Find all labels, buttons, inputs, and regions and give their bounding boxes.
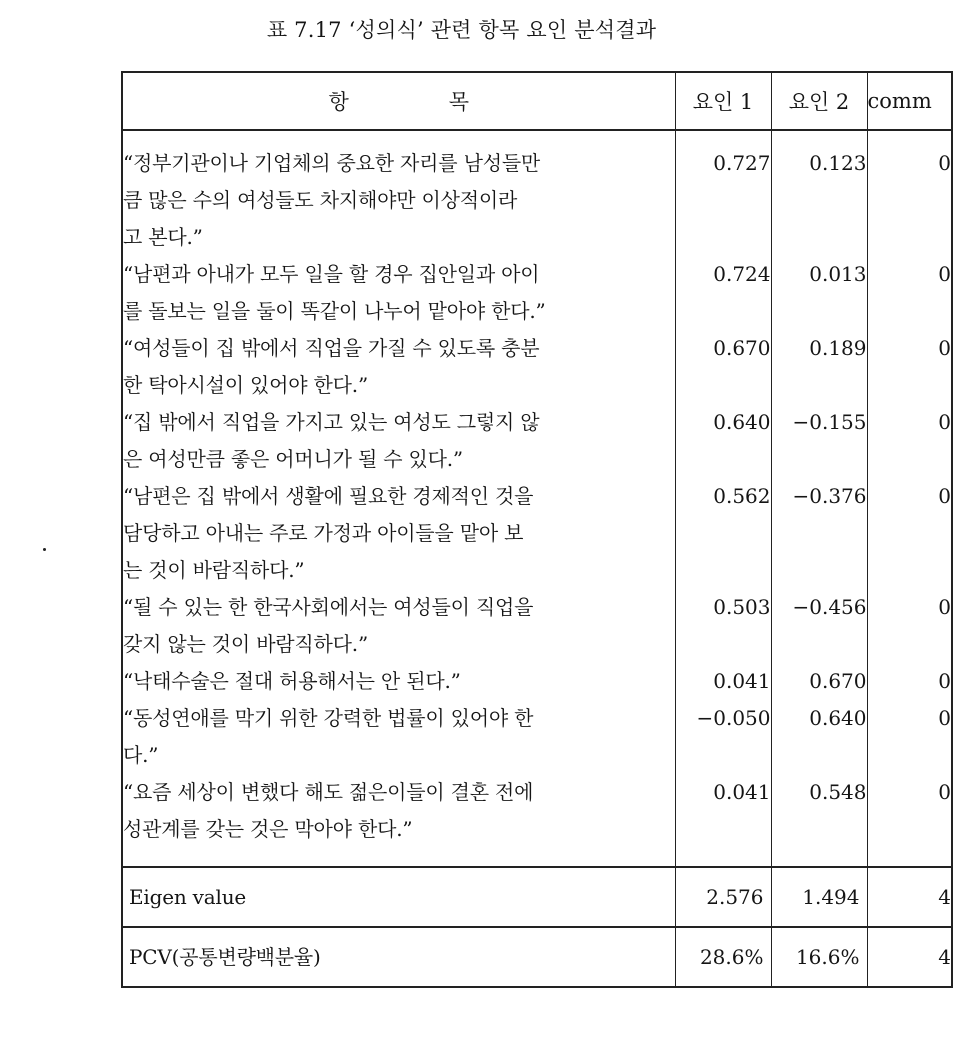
- communality-value: 0: [867, 774, 952, 867]
- factor1-loading: 0.640: [675, 404, 771, 478]
- item-text: “동성연애를 막기 위한 강력한 법률이 있어야 한 다.”: [122, 700, 675, 774]
- item-text: “남편은 집 밖에서 생활에 필요한 경제적인 것을 담당하고 아내는 주로 가정과 아이들을 맡아 보 는 것이 바람직하다.”: [122, 478, 675, 589]
- item-text: “남편과 아내가 모두 일을 할 경우 집안일과 아이 를 돌보는 일을 둘이 똑같이 나누어 맡아야 한다.”: [122, 256, 675, 330]
- column-header-item: [122, 72, 675, 130]
- factor2-loading: 0.123: [771, 130, 867, 256]
- factor2-loading: −0.456: [771, 589, 867, 663]
- item-text: “여성들이 집 밖에서 직업을 가질 수 있도록 충분 한 탁아시설이 있어야 한다.”: [122, 330, 675, 404]
- eigen-value-label: Eigen value: [122, 867, 675, 927]
- factor1-loading: 0.041: [675, 774, 771, 867]
- pcv-communality: 4: [867, 927, 952, 987]
- factor1-loading: 0.724: [675, 256, 771, 330]
- factor2-loading: 0.670: [771, 663, 867, 700]
- factor2-loading: −0.155: [771, 404, 867, 478]
- eigen-value-factor1: 2.576: [675, 867, 771, 927]
- factor2-loading: 0.013: [771, 256, 867, 330]
- table-row: [122, 589, 952, 663]
- factor1-loading: 0.041: [675, 663, 771, 700]
- communality-value: 0: [867, 256, 952, 330]
- factor2-loading: −0.376: [771, 478, 867, 589]
- communality-value: 0: [867, 404, 952, 478]
- table-row: [122, 330, 952, 404]
- eigen-value-factor2: 1.494: [771, 867, 867, 927]
- factor1-loading: 0.670: [675, 330, 771, 404]
- pcv-row: [122, 927, 952, 987]
- column-header-factor2: 요인 2: [771, 72, 867, 130]
- table-row: [122, 663, 952, 700]
- column-header-communality: comm: [867, 72, 952, 130]
- communality-value: 0: [867, 700, 952, 774]
- item-text: “낙태수술은 절대 허용해서는 안 된다.”: [122, 663, 675, 700]
- eigen-value-row: [122, 867, 952, 927]
- factor-analysis-table: [121, 71, 953, 988]
- table-row: [122, 700, 952, 774]
- communality-value: 0: [867, 130, 952, 256]
- factor1-loading: 0.562: [675, 478, 771, 589]
- pcv-label: PCV(공통변량백분율): [122, 927, 675, 987]
- communality-value: 0: [867, 663, 952, 700]
- pcv-factor2: 16.6%: [771, 927, 867, 987]
- factor1-loading: 0.727: [675, 130, 771, 256]
- communality-value: 0: [867, 330, 952, 404]
- factor1-loading: −0.050: [675, 700, 771, 774]
- table-row: [122, 256, 952, 330]
- eigen-value-communality: 4: [867, 867, 952, 927]
- header-row: [122, 72, 952, 130]
- communality-value: 0: [867, 478, 952, 589]
- item-text: “요즘 세상이 변했다 해도 젊은이들이 결혼 전에 성관계를 갖는 것은 막아야 한다.”: [122, 774, 675, 867]
- stray-dot: [43, 548, 46, 551]
- column-header-item-part2: 목: [448, 90, 470, 114]
- item-text: “될 수 있는 한 한국사회에서는 여성들이 직업을 갖지 않는 것이 바람직하다.”: [122, 589, 675, 663]
- table-row: [122, 478, 952, 589]
- table-row: [122, 774, 952, 867]
- table-row: [122, 404, 952, 478]
- factor2-loading: 0.189: [771, 330, 867, 404]
- factor2-loading: 0.548: [771, 774, 867, 867]
- pcv-factor1: 28.6%: [675, 927, 771, 987]
- table-row: [122, 130, 952, 256]
- factor1-loading: 0.503: [675, 589, 771, 663]
- column-header-item-part1: 항: [328, 90, 349, 114]
- table-caption: 표 7.17 ‘성의식’ 관련 항목 요인 분석결과: [266, 18, 657, 42]
- item-text: “집 밖에서 직업을 가지고 있는 여성도 그렇지 않 은 여성만큼 좋은 어머니가 될 수 있다.”: [122, 404, 675, 478]
- column-header-factor1: 요인 1: [675, 72, 771, 130]
- factor2-loading: 0.640: [771, 700, 867, 774]
- item-text: “정부기관이나 기업체의 중요한 자리를 남성들만 큼 많은 수의 여성들도 차지해야만 이상적이라 고 본다.”: [122, 130, 675, 256]
- communality-value: 0: [867, 589, 952, 663]
